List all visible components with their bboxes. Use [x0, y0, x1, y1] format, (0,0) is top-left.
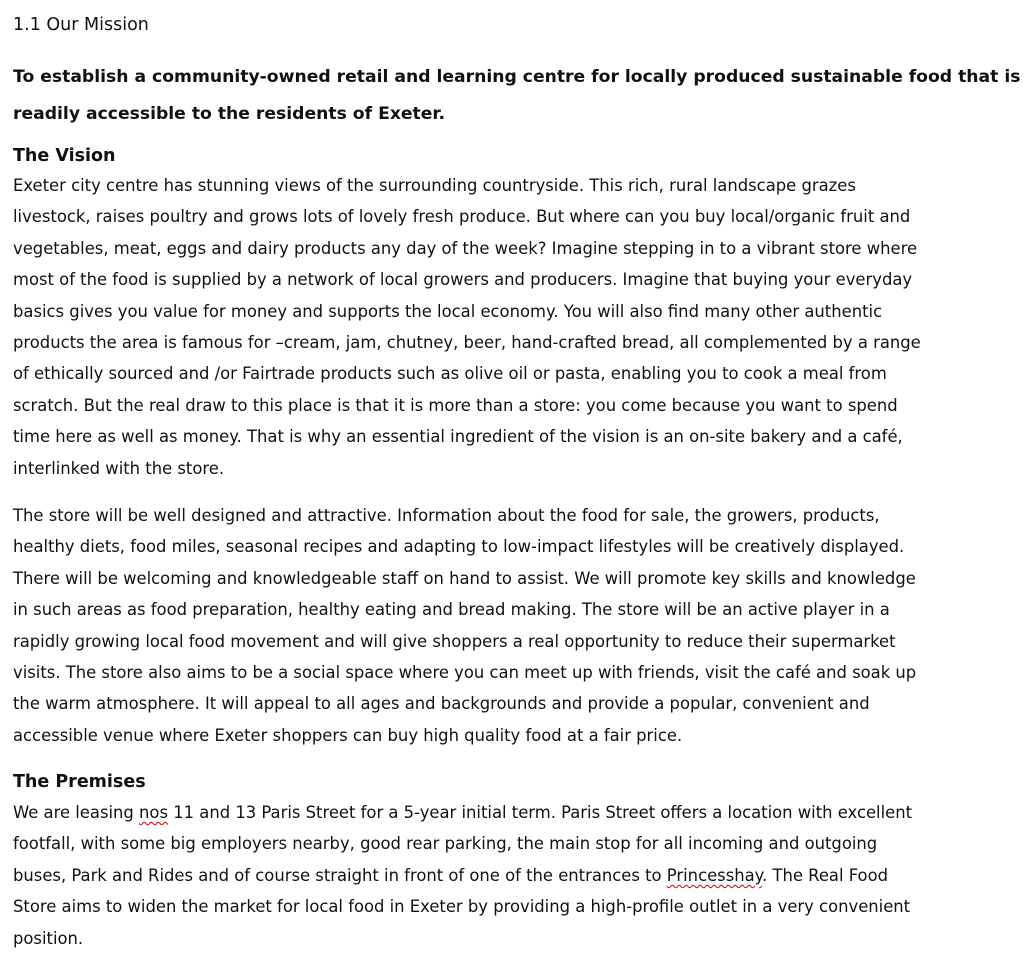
paragraph-line: healthy diets, food miles, seasonal recipes and adapting to low-impact lifestyles will be creatively displayed.	[13, 537, 905, 557]
premises-heading: The Premises	[13, 772, 146, 792]
mission-line: readily accessible to the residents of Exeter.	[13, 104, 445, 124]
paragraph-line: Exeter city centre has stunning views of the surrounding countryside. This rich, rural landscape grazes	[13, 176, 856, 195]
paragraph-line: accessible venue where Exeter shoppers can buy high quality food at a fair price.	[13, 725, 683, 745]
paragraph-line: scratch. But the real draw to this place is that it is more than a store: you come because you want to spend	[13, 395, 898, 415]
paragraph-line: vegetables, meat, eggs and dairy products any day of the week? Imagine stepping in to a vibrant store where	[13, 238, 918, 258]
paragraph-line: There will be welcoming and knowledgeable staff on hand to assist. We will promote key skills and knowledge	[13, 568, 916, 588]
spellcheck-flagged-word[interactable]: nos	[139, 803, 169, 822]
vision-paragraph	[13, 170, 1021, 484]
paragraph-line: the warm atmosphere. It will appeal to all ages and backgrounds and provide a popular, convenient and	[13, 694, 870, 714]
paragraph-line: most of the food is supplied by a network of local growers and producers. Imagine that buying your everyday	[13, 270, 913, 290]
paragraph-line: livestock, raises poultry and grows lots of lovely fresh produce. But where can you buy local/organic fruit and	[13, 207, 911, 227]
paragraph-line: Store aims to widen the market for local food in Exeter by providing a high-profile outlet in a very convenient	[13, 897, 911, 917]
text-run: We are leasing	[13, 803, 140, 822]
paragraph-line: The store will be well designed and attractive. Information about the food for sale, the growers, products,	[13, 506, 880, 525]
paragraph-line: rapidly growing local food movement and will give shoppers a real opportunity to reduce their supermarket	[13, 631, 896, 651]
text-run: . The Real Food	[762, 865, 889, 885]
premises-paragraph	[13, 797, 1021, 954]
store-paragraph	[13, 500, 1021, 751]
paragraph-line: interlinked with the store.	[13, 458, 225, 478]
paragraph-line	[13, 860, 1021, 891]
section-heading: 1.1 Our Mission	[13, 15, 149, 35]
mission-line: To establish a community-owned retail and learning centre for locally produced sustainable food that is	[13, 67, 1021, 87]
text-run: buses, Park and Rides and of course straight in front of one of the entrances to	[13, 865, 667, 885]
paragraph-line: visits. The store also aims to be a social space where you can meet up with friends, visit the café and soak up	[13, 663, 917, 683]
paragraph-line: of ethically sourced and /or Fairtrade products such as olive oil or pasta, enabling you to cook a meal from	[13, 364, 887, 384]
mission-statement	[13, 59, 1021, 133]
paragraph-line	[13, 797, 1021, 828]
vision-heading: The Vision	[13, 146, 116, 166]
paragraph-line: footfall, with some big employers nearby, good rear parking, the main stop for all incoming and outgoing	[13, 834, 878, 854]
paragraph-line: products the area is famous for –cream, jam, chutney, beer, hand-crafted bread, all complemented by a range	[13, 333, 921, 353]
text-run: 11 and 13 Paris Street for a 5-year initial term. Paris Street offers a location with excellent	[168, 803, 913, 822]
paragraph-line: time here as well as money. That is why an essential ingredient of the vision is an on-site bakery and a café,	[13, 427, 903, 447]
paragraph-line: basics gives you value for money and supports the local economy. You will also find many other authentic	[13, 301, 883, 321]
paragraph-line: position.	[13, 928, 84, 948]
paragraph-line: in such areas as food preparation, healthy eating and bread making. The store will be an active player in a	[13, 600, 890, 620]
spellcheck-flagged-word[interactable]: Princesshay	[666, 865, 763, 885]
